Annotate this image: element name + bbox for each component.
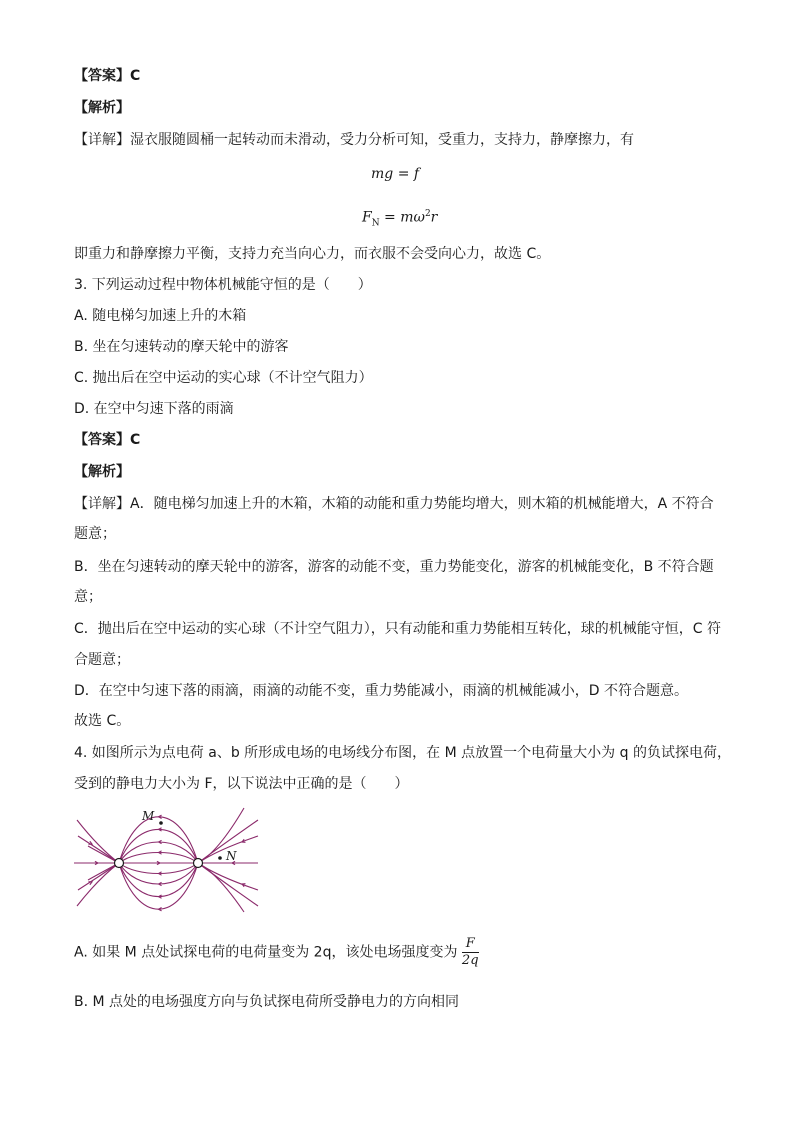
option-b: B. 坐在匀速转动的摩天轮中的游客 <box>74 339 289 355</box>
field-line <box>119 853 198 864</box>
detail-line: 故选 C。 <box>74 713 131 729</box>
fraction-f-over-2q: $\frac{F}{2q}$ <box>461 936 479 968</box>
field-line <box>77 863 119 906</box>
detail-line: 意； <box>74 589 102 605</box>
field-line <box>198 808 244 863</box>
electric-field-diagram <box>72 806 262 918</box>
field-line <box>198 863 244 912</box>
question-4-stem-line2: 受到的静电力大小为 F，以下说法中正确的是（ ） <box>74 776 409 792</box>
detail-line: C．抛出后在空中运动的实心球（不计空气阻力），只有动能和重力势能相互转化，球的机械能守恒，C 符 <box>74 621 721 637</box>
field-line <box>78 836 119 863</box>
field-line <box>78 863 119 890</box>
option-c: C. 抛出后在空中运动的实心球（不计空气阻力） <box>74 370 373 386</box>
field-line <box>198 863 258 890</box>
option-d: D. 在空中匀速下落的雨滴 <box>74 401 234 417</box>
field-line <box>77 820 119 863</box>
detail-line: B．坐在匀速转动的摩天轮中的游客，游客的动能不变，重力势能变化，游客的机械能变化，B 不符合题 <box>74 559 714 575</box>
equation-normal-force: $F_N = m\omega^2r$ <box>362 209 438 229</box>
charge-b <box>194 859 203 868</box>
field-line <box>119 863 198 874</box>
answer-label: 【答案】C <box>74 432 141 448</box>
question-4-option-b: B. M 点处的电场强度方向与负试探电荷所受静电力的方向相同 <box>74 994 460 1010</box>
point-n <box>218 856 222 860</box>
point-m <box>159 821 163 825</box>
charge-a <box>115 859 124 868</box>
detail-line: 【详解】A．随电梯匀加速上升的木箱，木箱的动能和重力势能均增大，则木箱的机械能增大，A 不符合 <box>74 496 714 512</box>
label-m: M <box>142 809 155 823</box>
question-4-option-a: A. 如果 M 点处试探电荷的电荷量变为 2q，该处电场强度变为 $\frac{F}{2q}$ <box>74 936 479 968</box>
detail-text: 【详解】湿衣服随圆桶一起转动而未滑动，受力分析可知，受重力，支持力，静摩擦力，有 <box>74 132 634 148</box>
detail-line: D．在空中匀速下落的雨滴，雨滴的动能不变，重力势能减小，雨滴的机械能减小，D 不符合题意。 <box>74 683 689 699</box>
question-3-stem: 3. 下列运动过程中物体机械能守恒的是（ ） <box>74 277 372 293</box>
conclusion-text: 即重力和静摩擦力平衡，支持力充当向心力，而衣服不会受向心力，故选 C。 <box>74 246 551 262</box>
question-4-stem-line1: 4. 如图所示为点电荷 a、b 所形成电场的电场线分布图，在 M 点放置一个电荷量大小为 q 的负试探电荷， <box>74 745 731 761</box>
equation-mg-f: mg = f <box>371 166 420 182</box>
field-line <box>119 829 198 863</box>
field-line <box>119 863 198 897</box>
field-line <box>88 863 119 880</box>
answer-label: 【答案】C <box>74 68 141 84</box>
field-lines-svg <box>72 806 262 914</box>
detail-line: 合题意； <box>74 652 130 668</box>
option-a: A. 随电梯匀加速上升的木箱 <box>74 308 247 324</box>
label-n: N <box>226 849 237 863</box>
field-line <box>88 846 119 863</box>
analysis-label: 【解析】 <box>74 464 130 480</box>
analysis-label: 【解析】 <box>74 100 130 116</box>
detail-line: 题意； <box>74 526 116 542</box>
